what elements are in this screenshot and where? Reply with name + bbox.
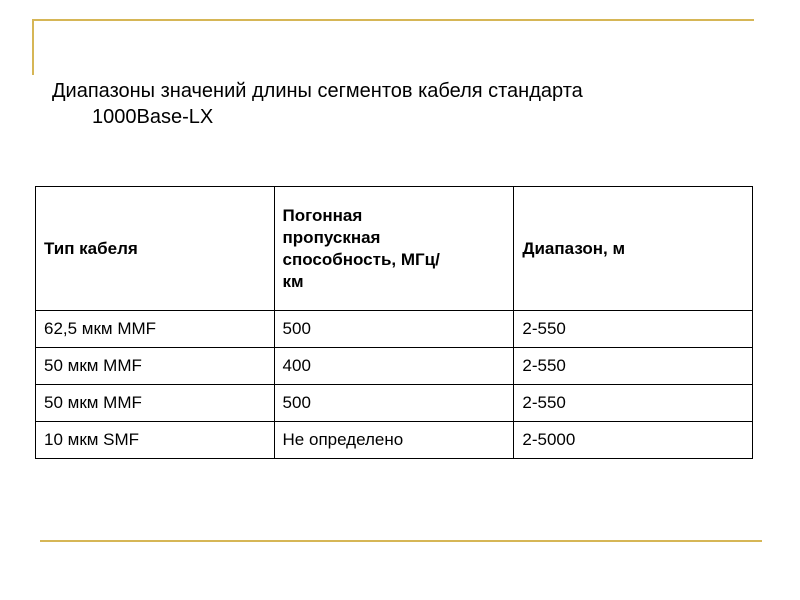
cell-bandwidth: 400 xyxy=(274,348,514,385)
table-row xyxy=(36,422,753,459)
cell-cable-type: 50 мкм MMF xyxy=(36,348,275,385)
cell-cable-type: 62,5 мкм MMF xyxy=(36,311,275,348)
cell-bandwidth: Не определено xyxy=(274,422,514,459)
table-header-row xyxy=(36,187,753,311)
slide-title xyxy=(52,78,752,130)
cell-range: 2-550 xyxy=(514,311,753,348)
cell-range: 2-5000 xyxy=(514,422,753,459)
cell-cable-type: 50 мкм MMF xyxy=(36,385,275,422)
frame-bottom-line xyxy=(40,540,762,542)
slide-title-line1: Диапазоны значений длины сегментов кабеля стандарта xyxy=(52,80,583,102)
cell-range: 2-550 xyxy=(514,348,753,385)
cell-range: 2-550 xyxy=(514,385,753,422)
frame-top-line xyxy=(32,19,754,21)
table-row xyxy=(36,311,753,348)
header-cable-type: Тип кабеля xyxy=(36,187,275,311)
cell-bandwidth: 500 xyxy=(274,385,514,422)
slide-title-line2: 1000Base-LX xyxy=(92,106,214,128)
header-bandwidth: Погонная пропускная способность, МГц/км xyxy=(274,187,514,311)
table-row xyxy=(36,385,753,422)
header-range: Диапазон, м xyxy=(514,187,753,311)
cable-segment-table xyxy=(35,186,753,459)
cell-bandwidth: 500 xyxy=(274,311,514,348)
cell-cable-type: 10 мкм SMF xyxy=(36,422,275,459)
table-row xyxy=(36,348,753,385)
frame-left-line xyxy=(32,19,34,75)
